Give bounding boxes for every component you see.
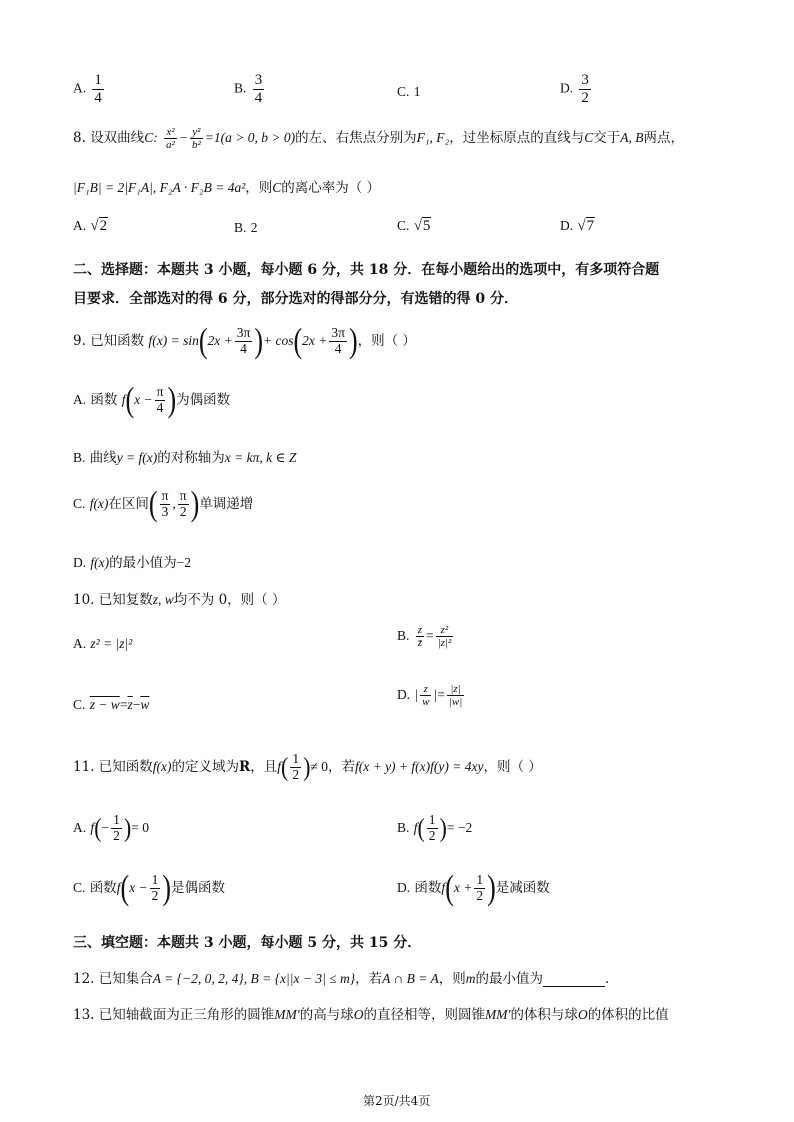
q11-option-c: C. 函数f(x − $\frac{1}{2}$ )是偶函数 [73, 868, 226, 908]
question-text: 均不为 0，则（ ） [173, 592, 286, 608]
q10-option-a [73, 636, 132, 652]
math: |F₁B| = 2|F₁A|, F₂A · F₂B = 4a² [73, 180, 246, 195]
option-text: 是减函数 [495, 879, 550, 896]
option-label: C. [397, 218, 410, 233]
question-text: ，若 [327, 758, 355, 775]
section-heading: 目要求．全部选对的得 6 分，部分选对的得部分分，有选错的得 0 分． [73, 291, 518, 307]
fraction: $\frac{\text{y²}}{\text{b²}}$ [191, 126, 201, 152]
option-text: 曲线 [89, 450, 117, 466]
q9-stem: 9. 已知函数 f(x) = sin(2x + $\frac{3\pi}{4}$ )+ cos(2x + $\frac{3\pi}{4}$ )，则（ ） [73, 321, 416, 361]
option-label: C. [397, 84, 410, 99]
question-number: 11. [73, 758, 95, 775]
option-text: 是偶函数 [171, 879, 226, 896]
option-label: C. [73, 697, 86, 712]
math: MM′ [274, 1007, 300, 1022]
math: x + [453, 879, 473, 895]
math: f [277, 758, 282, 774]
option-label: D. [397, 687, 411, 703]
option-text: 的对称轴为 [157, 450, 225, 466]
fraction: $\frac{1}{2}$ [428, 812, 436, 843]
option-label: A. [73, 636, 87, 651]
option-label: D. [560, 80, 574, 96]
fraction: $\frac{\text{x²}}{\text{a²}}$ [166, 126, 175, 152]
math: C [584, 130, 594, 146]
math: 2x + [207, 332, 233, 348]
option-label: B. [234, 220, 247, 235]
math: f(x) [90, 555, 110, 570]
question-text: 的体积的比值 [587, 1007, 669, 1023]
math: A, B [620, 130, 644, 146]
math: F₁, F₂ [416, 130, 450, 146]
question-text: 的体积与球 [510, 1007, 578, 1023]
q8-option-b [234, 220, 257, 236]
option-label: C. [73, 879, 86, 895]
math: f [116, 879, 121, 895]
q8-option-c [397, 218, 431, 235]
question-text: ． [604, 971, 619, 987]
question-text: 的定义域为 [171, 758, 240, 775]
math: = 0 [131, 819, 149, 835]
option-text: 函数 [414, 879, 442, 896]
math: x − [129, 879, 148, 895]
math: f(x) [89, 495, 109, 511]
math: MM′ [484, 1007, 511, 1022]
math: − [132, 697, 141, 712]
question-text: 已知轴截面为正三角形的圆锥 [98, 1007, 275, 1023]
fraction: $\frac{\pi}{3}$ [161, 488, 169, 519]
page-number: 第2页/共4页 [363, 1094, 431, 1108]
question-text: ，若 [355, 971, 383, 987]
fraction: $\frac{1}{2}$ [476, 872, 484, 903]
math: f(x) [152, 758, 172, 774]
question-number: 9. [73, 332, 86, 349]
fraction: $\frac{z}{w}$ [422, 683, 430, 709]
math: f [441, 879, 446, 895]
math: x − [134, 391, 153, 407]
fraction: $\frac{3\pi}{4}$ [236, 325, 251, 356]
fraction: $\frac{1}{2}$ [151, 872, 159, 903]
option-value: 2 [250, 220, 258, 235]
q11-option-b: B. f( $\frac{1}{2}$ )= −2 [397, 812, 473, 843]
math: x = kπ, k ∈ Z [224, 450, 297, 465]
question-text: ，则（ ） [357, 332, 416, 349]
answer-blank[interactable] [543, 972, 605, 987]
q11-option-d: D. 函数f(x + $\frac{1}{2}$ )是减函数 [397, 868, 550, 908]
question-number: 10. [73, 592, 95, 608]
q7-option-b [234, 72, 266, 106]
q11-stem: 11. 已知函数f(x)的定义域为R，且f( $\frac{1}{2}$ )≠ 0，若f(x + y) + f(x)f(y) = 4xy，则（ ） [73, 751, 542, 782]
math: 2x + [302, 332, 328, 348]
q7-option-d [560, 72, 593, 106]
option-label: B. [234, 80, 247, 96]
q10-option-b [397, 624, 455, 649]
q10-stem [73, 588, 285, 608]
math: z² = |z|² [90, 636, 133, 651]
sqrt: √5 [413, 218, 431, 234]
option-value: 1 [413, 84, 421, 99]
math: −2 [176, 555, 192, 570]
fraction: $\frac{3}{2}$ [581, 72, 589, 106]
question-text: 交于 [593, 130, 621, 147]
fraction: $\frac{1}{2}$ [292, 751, 300, 782]
question-number: 8. [73, 130, 86, 147]
option-label: D. [73, 555, 87, 570]
question-text: 的左、右焦点分别为 [295, 130, 417, 147]
math: = [425, 628, 434, 644]
option-label: B. [397, 628, 410, 644]
math: f(x + y) + f(x)f(y) = 4xy [354, 758, 484, 774]
math: O [353, 1007, 364, 1022]
math: A ∩ B = A [382, 971, 439, 986]
question-text: 设双曲线 [90, 130, 145, 147]
sqrt: √7 [577, 218, 595, 234]
q8-option-a [73, 218, 108, 235]
section-heading: 二、选择题：本题共 3 小题，每小题 6 分，共 18 分．在每小题给出的选项中，有多项符合题 [73, 262, 660, 278]
math: ≠ 0 [310, 758, 328, 774]
q8-stem-line1: 8. 设双曲线C: $\frac{\text{x²}}{\text{a²}}$ − $\frac{\text{y²}}{\text{b²}}$ =1(a > 0, b > 0)的左、右焦点分别为F₁, F₂，过坐标原点的直线与C交于A, B两点， [73, 126, 684, 152]
option-text: 的最小值为 [109, 555, 177, 571]
option-text: 函数 [90, 391, 118, 408]
math: =1(a > 0, b > 0) [204, 130, 296, 146]
q11-option-a: A. f(− $\frac{1}{2}$ )= 0 [73, 812, 149, 843]
option-label: C. [73, 495, 86, 511]
fraction: $\frac{3}{4}$ [254, 72, 263, 106]
q13-stem [73, 1003, 669, 1023]
section-heading: 三、填空题：本题共 3 小题，每小题 5 分，共 15 分． [73, 935, 422, 951]
fraction: $\frac{1}{4}$ [94, 72, 102, 106]
question-text: 两点， [643, 130, 684, 147]
question-number: 13. [73, 1007, 95, 1023]
question-text: ，则 [245, 180, 273, 196]
math: O [577, 1007, 588, 1022]
math: z − w [89, 697, 120, 712]
option-label: A. [73, 218, 87, 233]
fraction: $\frac{\text{z²}}{\text{|z|²}}$ [437, 624, 452, 650]
question-text: 已知复数 [98, 592, 153, 608]
question-text: 已知函数 [98, 758, 153, 775]
question-text: ，则（ ） [483, 758, 542, 775]
q10-option-d: D. | $\frac{z}{w}$ |= $\frac{|z|}{|w|}$ [397, 683, 463, 709]
fraction: $\frac{\pi}{2}$ [179, 488, 187, 519]
math: = [437, 687, 445, 703]
q9-option-c: C. f(x)在区间( $\frac{\pi}{3}$ , $\frac{\pi}{2}$ )单调递增 [73, 484, 254, 524]
option-text: 为偶函数 [176, 391, 231, 408]
math: = −2 [446, 819, 473, 835]
sqrt: √2 [90, 218, 108, 234]
question-text: 的离心率为（ ） [281, 180, 381, 196]
math: C [144, 130, 154, 146]
math: f [413, 819, 418, 835]
q8-option-d [560, 218, 595, 235]
option-label: B. [73, 450, 86, 465]
option-label: A. [73, 391, 87, 407]
fraction: $\frac{\pi}{4}$ [156, 384, 164, 415]
question-text: ，过坐标原点的直线与 [449, 130, 585, 147]
option-label: A. [73, 80, 87, 96]
fraction: $\frac{1}{2}$ [113, 812, 120, 843]
math: $\overline{w}$ [140, 697, 150, 712]
math: m [465, 971, 476, 986]
fraction: $\frac{z}{z̄}$ [417, 624, 422, 650]
option-label: D. [560, 218, 574, 233]
q7-option-c [397, 84, 420, 100]
math: f [90, 819, 95, 835]
math: $\overline{z}$ [127, 697, 133, 712]
math: = [119, 697, 128, 712]
q9-option-a: A. 函数 f(x − $\frac{\pi}{4}$ )为偶函数 [73, 380, 231, 420]
math: R [239, 758, 251, 775]
q9-option-d [73, 551, 191, 571]
q9-option-b [73, 446, 296, 466]
fraction: $\frac{3\pi}{4}$ [331, 325, 345, 356]
option-label: B. [397, 819, 410, 835]
option-label: A. [73, 819, 87, 835]
math: − [101, 819, 110, 835]
math: f(x) = sin [148, 332, 199, 348]
q12-stem [73, 967, 618, 987]
math: A = {−2, 0, 2, 4}, B = {x||x − 3| ≤ m} [152, 971, 356, 986]
option-text: 函数 [89, 879, 117, 896]
math: + cos [263, 332, 294, 348]
option-label: D. [397, 879, 411, 895]
question-text: ，且 [250, 758, 278, 775]
math: f [121, 391, 126, 407]
math: C [272, 180, 282, 195]
q8-stem-line2 [73, 176, 380, 196]
option-text: 在区间 [108, 495, 149, 512]
q10-option-c [73, 697, 149, 713]
math: z, w [152, 592, 174, 607]
fraction: $\frac{|z|}{|w|}$ [448, 683, 463, 709]
option-text: 单调递增 [199, 495, 254, 512]
question-text: 的直径相等，则圆锥 [363, 1007, 485, 1023]
question-text: 已知函数 [90, 332, 145, 349]
question-text: 已知集合 [98, 971, 153, 987]
question-text: ，则 [438, 971, 466, 987]
question-number: 12. [73, 971, 95, 987]
math: y = f(x) [116, 450, 158, 465]
q7-option-a [73, 72, 106, 106]
question-text: 的高与球 [299, 1007, 354, 1023]
question-text: 的最小值为 [475, 971, 543, 987]
